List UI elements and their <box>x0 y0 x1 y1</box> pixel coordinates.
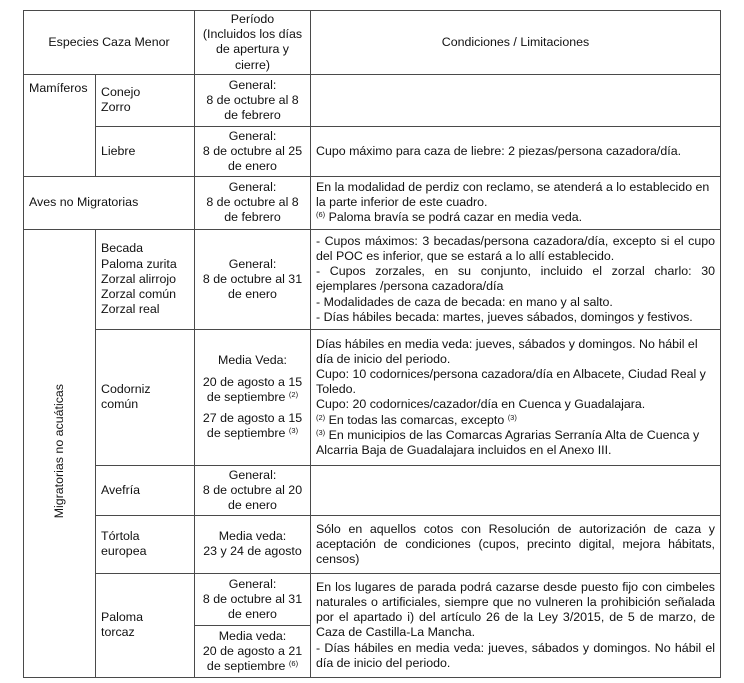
period-codorniz: Media Veda: 20 de agosto a 15 de septiembre $^{(2)}$ 27 de agosto a 15 de septiembre $^{(3)}$ <box>195 329 311 465</box>
footnote-2: (2) <box>288 389 299 399</box>
header-period: Período (Incluidos los días de apertura y cierre) <box>195 11 311 75</box>
conditions-avefria <box>311 465 721 515</box>
footnote-6: (6) <box>316 210 326 220</box>
table-row-becada <box>24 229 721 329</box>
conditions-paloma: En los lugares de parada podrá cazarse desde puesto fijo con cimbeles naturales o artificiales, siempre que no vulneren la prohibición señalada por el apartado i) del artículo 26 de la Ley 3/2015, de 5 de marzo, de Caza de Castilla-La Mancha. - Días hábiles en media veda: jueves, sábados y domingos. No hábil el día de inicio del periodo. <box>311 573 721 677</box>
footnote-3: (3) <box>288 426 299 436</box>
period-conejo: General: 8 de octubre al 8 de febrero <box>195 74 311 126</box>
species-becada: Becada Paloma zurita Zorzal alirrojo Zorzal común Zorzal real <box>96 229 195 329</box>
group-migratorias-label: Migratorias no acuáticas <box>51 384 66 519</box>
table-row-codorniz <box>24 329 721 465</box>
table-row-tortola <box>24 515 721 573</box>
period-tortola: Media veda: 23 y 24 de agosto <box>195 515 311 573</box>
conditions-aves: En la modalidad de perdiz con reclamo, se atenderá a lo establecido en la parte inferior de este cuadro. $^{(6)}$ Paloma bravía se podrá cazar en media veda. <box>311 176 721 229</box>
period-paloma-media: Media veda: 20 de agosto a 21 de septiembre $^{(6)}$ <box>195 625 311 677</box>
group-mamiferos: Mamíferos <box>24 74 96 176</box>
conditions-tortola: Sólo en aquellos cotos con Resolución de autorización de caza y aceptación de condiciones (cupos, precinto digital, mejora hábitats, censos) <box>311 515 721 573</box>
table-row-liebre <box>24 126 721 176</box>
footnote-6-media: (6) <box>288 658 299 668</box>
group-migratorias <box>24 229 96 677</box>
period-aves: General: 8 de octubre al 8 de febrero <box>195 176 311 229</box>
species-tortola: Tórtola europea <box>96 515 195 573</box>
period-avefria: General: 8 de octubre al 20 de enero <box>195 465 311 515</box>
period-paloma-general: General: 8 de octubre al 31 de enero <box>195 573 311 625</box>
table-row-paloma-general <box>24 573 721 625</box>
period-liebre: General: 8 de octubre al 25 de enero <box>195 126 311 176</box>
species-liebre: Liebre <box>96 126 195 176</box>
species-avefria: Avefría <box>96 465 195 515</box>
header-species: Especies Caza Menor <box>24 11 195 75</box>
species-codorniz: Codorniz común <box>96 329 195 465</box>
group-aves: Aves no Migratorias <box>24 176 195 229</box>
conditions-codorniz: Días hábiles en media veda: jueves, sábados y domingos. No hábil el día de inicio del periodo. Cupo: 10 codornices/persona cazadora/día en Albacete, Ciudad Real y Toledo. Cupo: 20 codornices/cazador/día en Cuenca y Guadalajara. $^{(2)}$ En todas las comarcas, excepto $^{(3)}$ $^{(3)}$ En municipios de las Comarcas Agrarias Serranía Alta de Cuenca y Alcarria Baja de Guadalajara incluidos en el Anexo III. <box>311 329 721 465</box>
table-row-avefria <box>24 465 721 515</box>
header-conditions: Condiciones / Limitaciones <box>311 11 721 75</box>
table-row-conejo <box>24 74 721 126</box>
species-conejo-zorro: Conejo Zorro <box>96 74 195 126</box>
header-row <box>24 11 721 75</box>
species-paloma: Paloma torcaz <box>96 573 195 677</box>
hunting-periods-table <box>23 10 721 678</box>
period-becada: General: 8 de octubre al 31 de enero <box>195 229 311 329</box>
conditions-liebre: Cupo máximo para caza de liebre: 2 piezas/persona cazadora/día. <box>311 126 721 176</box>
conditions-conejo <box>311 74 721 126</box>
conditions-becada: - Cupos máximos: 3 becadas/persona cazadora/día, excepto si el cupo del POC es inferior, que se estará a lo allí establecido. - Cupos zorzales, en su conjunto, incluido el zorzal charlo: 30 ejemplares /persona cazadora/día - Modalidades de caza de becada: en mano y al salto. - Días hábiles becada: martes, jueves sábados, domingos y festivos. <box>311 229 721 329</box>
table-row-aves <box>24 176 721 229</box>
